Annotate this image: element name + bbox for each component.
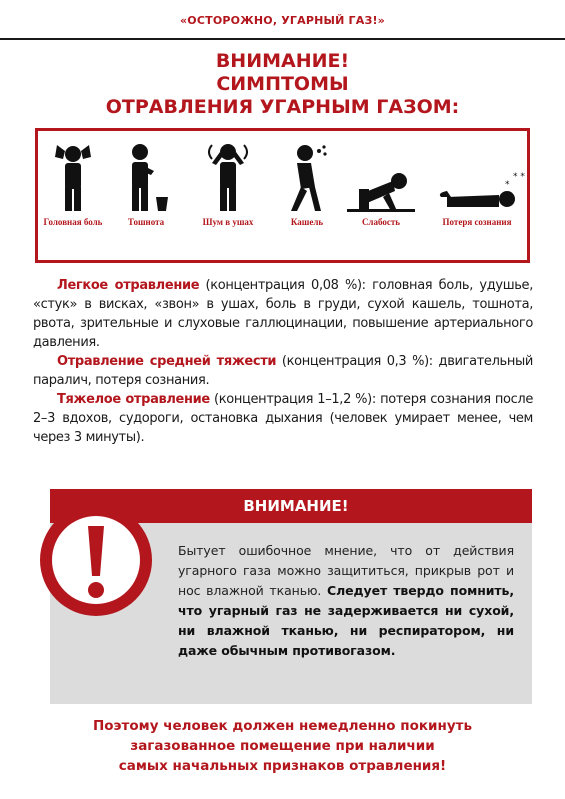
symptom-tinnitus [188,141,268,227]
page-header: «ОСТОРОЖНО, УГАРНЫЙ ГАЗ!» [180,14,385,27]
medium-text: (концентрация 0,3 %): двигательный паралич, потеря сознания. [33,354,534,388]
svg-text:*: * [505,180,510,190]
nausea-icon [116,141,176,213]
svg-text:* *: * * [513,172,525,182]
exclamation-icon [36,500,156,620]
weakness-icon [345,141,417,213]
headache-icon [48,141,98,213]
footer-line-1: Поэтому человек должен немедленно покинуть [92,718,472,734]
page-title [0,50,565,119]
warning-text [178,541,514,661]
symptom-cough [274,141,340,227]
symptom-weakness [341,141,421,227]
symptom-label: Шум в ушах [202,217,254,227]
title-line-1: ВНИМАНИЕ! [215,50,350,72]
symptom-label: Тошнота [127,217,165,227]
symptom-headache [40,141,106,227]
footer-line-3: самых начальных признаков отравления! [118,758,447,774]
footer-call-to-action [0,716,565,776]
symptom-label: Кашель [290,217,324,227]
symptom-label: Головная боль [43,217,103,227]
symptoms-panel [35,128,530,263]
severe-title: Тяжелое отравление [57,392,210,407]
symptom-label: Слабость [361,217,401,227]
tinnitus-icon [198,141,258,213]
symptom-nausea [110,141,182,227]
title-line-3: ОТРАВЛЕНИЯ УГАРНЫМ ГАЗОМ: [105,96,460,118]
symptom-label: Потеря сознания [442,217,512,227]
warning-title: ВНИМАНИЕ! [50,489,532,523]
footer-line-2: загазованное помещение при наличии [130,738,435,754]
warning-text-bold: Следует твердо помнить, что угарный газ не задерживается ни сухой, ни влажной тканью, ни респиратором, ни даже обычным противогазом. [178,583,514,658]
mild-title: Легкое отравление [57,278,200,293]
title-line-2: СИМПТОМЫ [216,73,349,95]
severe-text: (концентрация 1–1,2 %): потеря сознания после 2–3 вдохов, судороги, остановка дыхания (человек умирает менее, чем через 3 минуты). [33,392,534,445]
medium-paragraph [33,352,533,390]
header-divider [0,38,565,40]
warning-text-plain: Бытует ошибочное мнение, что от действия угарного газа можно защититься, прикрыв рот и нос влажной тканью. [178,543,514,598]
mild-text: (концентрация 0,08 %): головная боль, удушье, «стук» в висках, «звон» в ушах, боль в груди, сухой кашель, тошнота, рвота, зрительные и слуховые галлюцинации, повышение артериального давления. [33,278,533,350]
medium-title: Отравление средней тяжести [57,354,277,369]
mild-paragraph [33,276,533,352]
fainting-icon [431,141,523,213]
symptom-fainting [425,141,529,227]
severe-paragraph [33,390,533,447]
cough-icon [279,141,335,213]
poisoning-description [33,276,533,447]
